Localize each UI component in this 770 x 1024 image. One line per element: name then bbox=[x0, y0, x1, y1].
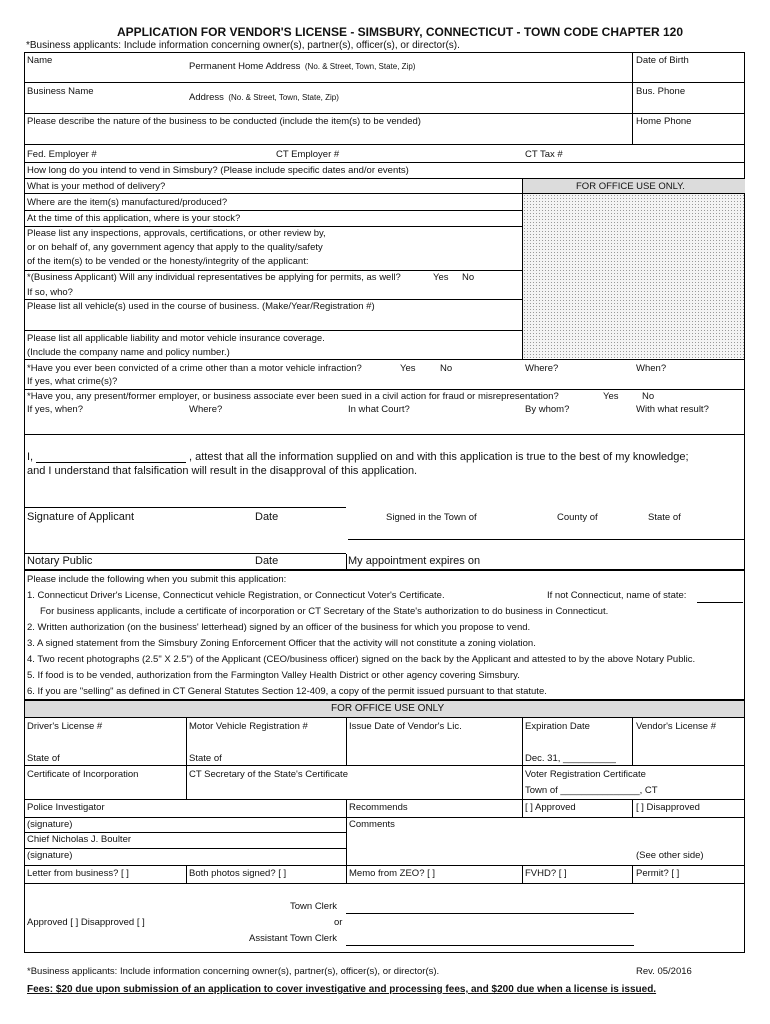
convicted-yes-option[interactable]: Yes bbox=[400, 363, 416, 374]
name-address-input[interactable] bbox=[26, 66, 630, 80]
include-item-1: 1. Connecticut Driver's License, Connecticut vehicle Registration, or Connecticut Voter's Certificate. bbox=[27, 590, 445, 601]
include-item-6: 6. If you are "selling" as defined in CT General Statutes Section 12-409, a copy of the permit issued pursuant to that statute. bbox=[27, 686, 547, 697]
insurance-question-1: Please list all applicable liability and motor vehicle insurance coverage. bbox=[27, 333, 325, 344]
revision-label: Rev. 05/2016 bbox=[636, 966, 692, 977]
comments-label: Comments bbox=[349, 819, 395, 830]
dec31-label: Dec. 31, __________ bbox=[525, 753, 616, 764]
state-label: State of bbox=[648, 512, 681, 523]
describe-label: Please describe the nature of the business to be conducted (include the item(s) to be vended) bbox=[27, 116, 421, 127]
assistant-clerk-label: Assistant Town Clerk bbox=[249, 933, 337, 944]
signature-date-label: Date bbox=[255, 511, 279, 523]
recommends-label: Recommends bbox=[349, 802, 408, 813]
page-subtitle: *Business applicants: Include information concerning owner(s), partner(s), officer(s), or director(s). bbox=[26, 40, 460, 51]
include-item-1-sub: For business applicants, include a certificate of incorporation or CT Secretary of the State's authorization to do business in Connecticut. bbox=[40, 606, 609, 617]
attest-line-2: and I understand that falsification will result in the disapproval of this application. bbox=[27, 465, 418, 477]
see-other-side-label: (See other side) bbox=[636, 850, 704, 861]
manufactured-question: Where are the item(s) manufactured/produced? bbox=[27, 197, 228, 208]
fees-notice: Fees: $20 due upon submission of an application to cover investigative and processing fees, and $200 due when a license is issued. bbox=[27, 984, 657, 995]
vehicles-question: Please list all vehicle(s) used in the course of business. (Make/Year/Registration #) bbox=[27, 301, 375, 312]
chief-name-label: Chief Nicholas J. Boulter bbox=[27, 834, 132, 845]
insurance-question-2: (Include the company name and policy number.) bbox=[27, 347, 230, 358]
photos-checkbox[interactable]: Both photos signed? [ ] bbox=[189, 868, 287, 879]
state-of-1-label: State of bbox=[27, 753, 60, 764]
delivery-question: What is your method of delivery? bbox=[27, 181, 166, 192]
office-use-label: FOR OFFICE USE ONLY. bbox=[576, 181, 685, 192]
state-of-2-label: State of bbox=[189, 753, 222, 764]
fed-employer-label: Fed. Employer # bbox=[27, 149, 97, 160]
attest-line-1: , attest that all the information supplied on and with this application is true to the best of my knowledge; bbox=[189, 451, 689, 463]
crimes-label: If yes, what crime(s)? bbox=[27, 376, 118, 387]
inspections-question-2: or on behalf of, any government agency that apply to the quality/safety bbox=[27, 242, 323, 253]
permit-checkbox[interactable]: Permit? [ ] bbox=[636, 868, 680, 879]
footer-note: *Business applicants: Include information concerning owner(s), partner(s), officer(s), or director(s). bbox=[27, 966, 440, 977]
include-item-3: 3. A signed statement from the Simsbury Zoning Enforcement Officer that the activity will not constitute a zoning violation. bbox=[27, 638, 536, 649]
dob-label: Date of Birth bbox=[636, 55, 689, 66]
ct-employer-label: CT Employer # bbox=[276, 149, 340, 160]
inspections-question-3: of the item(s) to be vended or the honesty/integrity of the applicant: bbox=[27, 256, 309, 267]
where2-label: Where? bbox=[189, 404, 223, 415]
court-label: In what Court? bbox=[348, 404, 410, 415]
motor-vehicle-label: Motor Vehicle Registration # bbox=[189, 721, 308, 732]
inspections-question-1: Please list any inspections, approvals, certifications, or other review by, bbox=[27, 228, 326, 239]
chief-signature-label: (signature) bbox=[27, 850, 73, 861]
cert-inc-label: Certificate of Incorporation bbox=[27, 769, 139, 780]
by-whom-label: By whom? bbox=[525, 404, 570, 415]
fvhd-checkbox[interactable]: FVHD? [ ] bbox=[525, 868, 567, 879]
ct-tax-label: CT Tax # bbox=[525, 149, 563, 160]
town-clerk-line[interactable] bbox=[346, 913, 634, 914]
office-use-title: FOR OFFICE USE ONLY bbox=[331, 703, 445, 714]
address-label: Address (No. & Street, Town, State, Zip) bbox=[189, 92, 339, 103]
notary-label: Notary Public bbox=[27, 555, 93, 567]
stock-question: At the time of this application, where is your stock? bbox=[27, 213, 241, 224]
when-label: When? bbox=[636, 363, 667, 374]
signed-in-town-label: Signed in the Town of bbox=[386, 512, 477, 523]
sued-yes-option[interactable]: Yes bbox=[603, 391, 619, 402]
town-of-ct-label: Town of _______________, CT bbox=[525, 785, 658, 796]
attest-name-line[interactable] bbox=[36, 462, 186, 463]
sued-no-option[interactable]: No bbox=[642, 391, 655, 402]
disapproved-checkbox[interactable]: [ ] Disapproved bbox=[636, 802, 700, 813]
approved-checkbox[interactable]: [ ] Approved bbox=[525, 802, 576, 813]
reps-yes-option[interactable]: Yes bbox=[433, 272, 449, 283]
signature-label: Signature of Applicant bbox=[27, 511, 135, 523]
notary-date-label: Date bbox=[255, 555, 279, 567]
issue-date-label: Issue Date of Vendor's Lic. bbox=[349, 721, 462, 732]
attest-i: I, bbox=[27, 451, 34, 463]
other-state-line[interactable] bbox=[697, 602, 743, 603]
police-investigator-label: Police Investigator bbox=[27, 802, 105, 813]
if-yes-when-label: If yes, when? bbox=[27, 404, 83, 415]
other-state-label: If not Connecticut, name of state: bbox=[547, 590, 687, 601]
drivers-license-label: Driver's License # bbox=[27, 721, 103, 732]
sued-question: *Have you, any present/former employer, or business associate ever been sued in a civil action for fraud or misrepresentation? bbox=[27, 391, 559, 402]
business-name-label: Business Name bbox=[27, 86, 94, 97]
town-clerk-label: Town Clerk bbox=[290, 901, 337, 912]
town-county-state-line[interactable] bbox=[348, 539, 745, 540]
reps-no-option[interactable]: No bbox=[462, 272, 475, 283]
assistant-clerk-line[interactable] bbox=[346, 945, 634, 946]
convicted-question: *Have you ever been convicted of a crime other than a motor vehicle infraction? bbox=[27, 363, 362, 374]
vendor-license-label: Vendor's License # bbox=[636, 721, 716, 732]
home-phone-label: Home Phone bbox=[636, 116, 692, 127]
letter-checkbox[interactable]: Letter from business? [ ] bbox=[27, 868, 129, 879]
police-signature-label: (signature) bbox=[27, 819, 73, 830]
office-use-grid bbox=[523, 194, 744, 358]
how-long-question: How long do you intend to vend in Simsbury? (Please include specific dates and/or events) bbox=[27, 165, 409, 176]
include-item-4: 4. Two recent photographs (2.5" X 2.5") of the Applicant (CEO/business officer) signed on the back by the Applicant and attested to by the above Notary Public. bbox=[27, 654, 696, 665]
result-label: With what result? bbox=[636, 404, 709, 415]
representatives-question: *(Business Applicant) Will any individual representatives be applying for permits, as well? bbox=[27, 272, 401, 283]
perm-address-label: Permanent Home Address (No. & Street, Town, State, Zip) bbox=[189, 61, 416, 72]
include-intro: Please include the following when you submit this application: bbox=[27, 574, 287, 585]
page-title: APPLICATION FOR VENDOR'S LICENSE - SIMSBURY, CONNECTICUT - TOWN CODE CHAPTER 120 bbox=[117, 25, 684, 39]
who-question: If so, who? bbox=[27, 287, 73, 298]
bus-phone-label: Bus. Phone bbox=[636, 86, 686, 97]
appointment-label: My appointment expires on bbox=[348, 555, 481, 567]
county-label: County of bbox=[557, 512, 598, 523]
name-label: Name bbox=[27, 55, 53, 66]
convicted-no-option[interactable]: No bbox=[440, 363, 453, 374]
where-label: Where? bbox=[525, 363, 559, 374]
signature-line[interactable] bbox=[24, 507, 346, 508]
approved-disapproved-checkboxes[interactable]: Approved [ ] Disapproved [ ] bbox=[27, 917, 145, 928]
memo-zeo-checkbox[interactable]: Memo from ZEO? [ ] bbox=[349, 868, 436, 879]
voter-reg-label: Voter Registration Certificate bbox=[525, 769, 646, 780]
dob-input[interactable] bbox=[634, 66, 743, 80]
or-label: or bbox=[334, 917, 343, 928]
ct-secretary-label: CT Secretary of the State's Certificate bbox=[189, 769, 348, 780]
include-item-2: 2. Written authorization (on the business' letterhead) signed by an officer of the business for which you propose to vend. bbox=[27, 622, 531, 633]
include-item-5: 5. If food is to be vended, authorization from the Farmington Valley Health District or other agency covering Simsbury. bbox=[27, 670, 520, 681]
notary-line[interactable] bbox=[24, 553, 346, 554]
expiration-label: Expiration Date bbox=[525, 721, 590, 732]
